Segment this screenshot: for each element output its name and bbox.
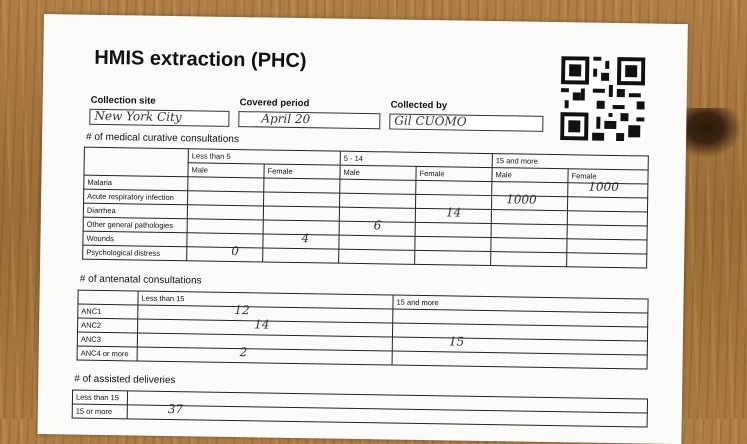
deliveries-table: [72, 389, 648, 427]
collection-site-label: Collection site: [90, 94, 156, 107]
table-cell[interactable]: [567, 253, 647, 268]
sex-header: Male: [188, 163, 264, 178]
row-label: ANC2: [78, 318, 138, 333]
row-label: ANC4 or more: [77, 346, 137, 361]
table-cell[interactable]: [415, 236, 491, 251]
handwritten-value: 1000: [588, 179, 620, 195]
table-cell[interactable]: [137, 347, 392, 365]
table-cell[interactable]: [264, 192, 340, 207]
curative-table: [82, 147, 649, 269]
table-cell[interactable]: [340, 179, 416, 194]
table-cell[interactable]: [340, 193, 416, 208]
antenatal-section-title: # of antenatal consultations: [79, 273, 202, 287]
covered-period-field[interactable]: [238, 111, 380, 129]
group-header: 5 - 14: [340, 151, 492, 167]
collection-site-value: New York City: [94, 108, 182, 125]
row-label: ANC3: [77, 332, 137, 347]
table-cell[interactable]: [491, 252, 567, 267]
table-cell[interactable]: [567, 225, 647, 240]
table-cell[interactable]: [491, 192, 567, 211]
handwritten-value: 37: [167, 401, 184, 417]
table-cell[interactable]: [491, 238, 567, 253]
antenatal-table: [77, 290, 649, 370]
handwritten-value: 2: [239, 345, 248, 360]
table-cell[interactable]: [415, 205, 491, 223]
group-header: 15 and more: [492, 154, 648, 170]
table-cell[interactable]: [187, 243, 263, 262]
row-label: ANC1: [78, 304, 138, 319]
table-cell[interactable]: [187, 233, 263, 248]
collected-by-field[interactable]: [389, 113, 543, 131]
table-cell[interactable]: [416, 180, 492, 195]
row-label: Malaria: [84, 175, 188, 191]
table-cell[interactable]: [188, 177, 264, 192]
row-label: Acute respiratory infection: [84, 189, 188, 205]
covered-period-label: Covered period: [239, 97, 310, 110]
table-corner: [78, 290, 138, 305]
collection-site-field[interactable]: [89, 109, 229, 127]
table-cell[interactable]: [567, 211, 647, 226]
handwritten-value: 0: [231, 243, 240, 259]
sex-header: Male: [492, 168, 568, 183]
handwritten-value: 14: [254, 317, 270, 332]
table-cell[interactable]: [188, 191, 264, 206]
table-cell[interactable]: [415, 222, 491, 237]
handwritten-value: 6: [373, 218, 382, 233]
row-label: Diarrhea: [83, 203, 187, 219]
wood-knot: [682, 108, 742, 158]
table-cell[interactable]: [187, 205, 263, 220]
sex-header: Female: [264, 164, 340, 179]
handwritten-value: 4: [301, 231, 310, 246]
table-cell[interactable]: [568, 179, 648, 198]
qr-code: [560, 56, 645, 141]
handwritten-value: 1000: [506, 192, 537, 207]
collected-by-value: Gil CUOMO: [394, 113, 467, 129]
form-sheet: [37, 14, 688, 444]
table-cell[interactable]: [491, 224, 567, 239]
table-cell[interactable]: [263, 231, 339, 249]
table-cell[interactable]: [567, 197, 647, 212]
row-label: Other general pathologies: [83, 217, 187, 233]
row-label: Less than 15: [72, 390, 127, 405]
group-header: Less than 15: [138, 291, 393, 309]
covered-period-value: April 20: [261, 111, 311, 127]
table-cell[interactable]: [264, 178, 340, 193]
table-corner: [84, 147, 188, 177]
form-title: HMIS extraction (PHC): [94, 46, 307, 73]
deliveries-section-title: # of assisted deliveries: [74, 373, 176, 387]
collected-by-label: Collected by: [390, 99, 448, 112]
table-cell[interactable]: [263, 248, 339, 263]
handwritten-value: 12: [234, 303, 250, 318]
table-cell[interactable]: [491, 210, 567, 225]
curative-section-title: # of medical curative consultations: [85, 131, 239, 146]
group-header: 15 and more: [393, 295, 648, 313]
handwritten-value: 14: [445, 205, 462, 220]
sex-header: Female: [568, 169, 648, 184]
table-cell[interactable]: [415, 250, 491, 265]
table-cell[interactable]: [567, 239, 647, 254]
table-cell[interactable]: [187, 219, 263, 234]
group-header: Less than 5: [188, 149, 340, 165]
table-cell[interactable]: [263, 206, 339, 221]
table-cell[interactable]: [339, 235, 415, 250]
handwritten-value: 15: [448, 334, 465, 349]
table-cell[interactable]: [392, 351, 647, 369]
table-cell[interactable]: [339, 249, 415, 264]
row-label: Wounds: [83, 231, 187, 247]
row-label: Psychological distress: [83, 245, 187, 261]
table-cell[interactable]: [339, 218, 415, 236]
row-label: 15 or more: [72, 404, 127, 419]
sex-header: Female: [416, 166, 492, 181]
sex-header: Male: [340, 165, 416, 180]
